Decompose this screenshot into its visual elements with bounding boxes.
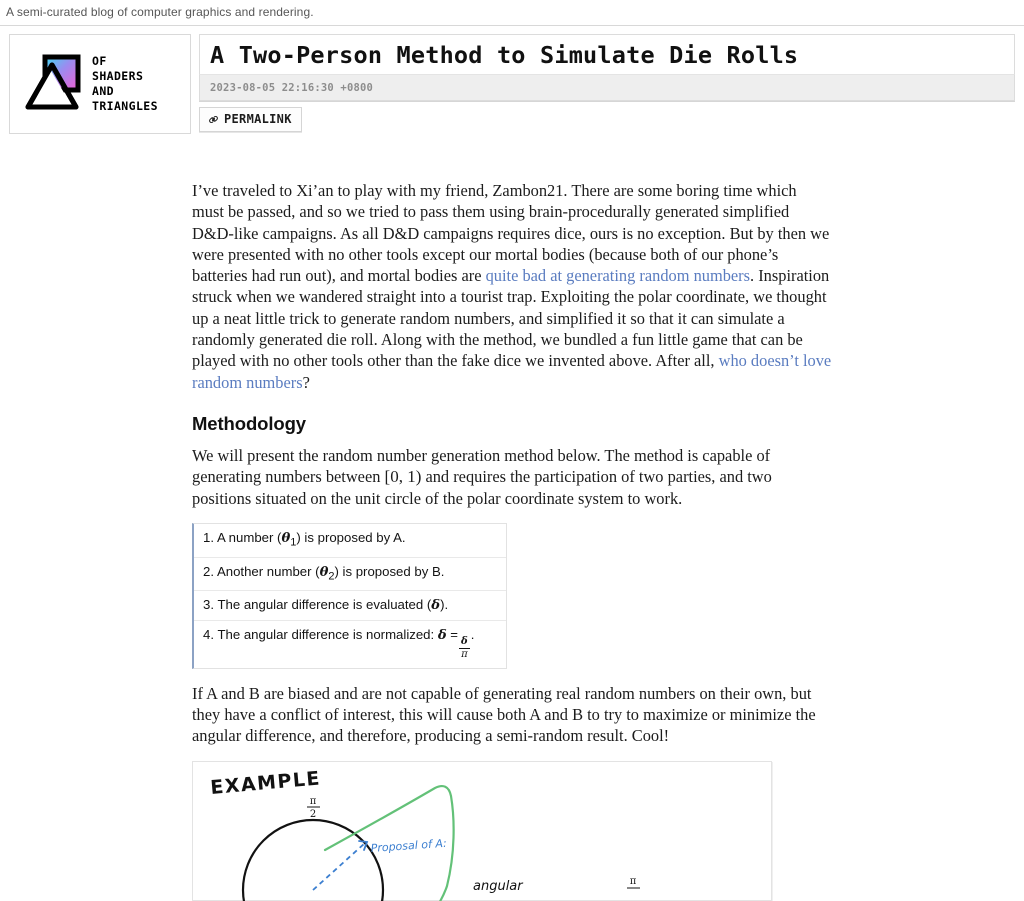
step-text-b: ) is proposed by A. (296, 529, 406, 545)
step-text-c: . (470, 627, 475, 643)
shaders-triangles-logo-icon (24, 53, 82, 115)
figure-title-text: EXAMPLE (209, 766, 322, 799)
post-header-block (199, 34, 1015, 132)
list-item (194, 621, 506, 668)
step-number: 2. (203, 563, 214, 579)
step-symbol: δ (437, 628, 447, 644)
fraction-numerator: δ (461, 635, 468, 647)
step-symbol: θ (281, 530, 291, 546)
post-title-box (199, 34, 1015, 74)
logo-word-2: AND (92, 84, 114, 98)
fraction-delta-over-pi (459, 637, 470, 660)
figure-label-angular: angular (473, 878, 523, 894)
post-date-bar (199, 74, 1015, 101)
fraction-denominator: π (461, 648, 468, 660)
intro-paragraph (192, 180, 832, 393)
site-tagline: A semi-curated blog of computer graphics and rendering. (6, 5, 314, 19)
page-title: A Two-Person Method to Simulate Die Rolls (210, 41, 799, 69)
methodology-paragraph (192, 445, 832, 509)
site-logo-wordmark (92, 54, 158, 114)
logo-word-1: SHADERS (92, 69, 144, 83)
step-text-a: The angular difference is evaluated ( (217, 597, 432, 613)
math-interval: [0, 1) (384, 467, 422, 487)
example-diagram-figure (192, 761, 772, 901)
step-text-b: ). (440, 597, 449, 613)
figure-label-pi-over-2 (307, 796, 320, 820)
svg-text:2: 2 (309, 808, 317, 820)
link-who-doesnt-love[interactable]: who doesn’t love random numbers (192, 351, 832, 392)
svg-text:Proposal of A:: Proposal of A: (370, 836, 448, 855)
site-logo-link[interactable] (9, 34, 191, 134)
permalink-label: PERMALINK (224, 112, 292, 126)
permalink-row (199, 107, 1015, 132)
article-body (192, 134, 832, 901)
step-number: 4. (203, 627, 214, 643)
list-item (194, 524, 506, 558)
step-text-a: Another number ( (216, 563, 320, 579)
conflict-paragraph: If A and B are biased and are not capable of generating real random numbers on their own, but they have a conflict of interest, this will cause both A and B to try to maximize or minimize the angular difference, and therefore, producing a semi-random result. Cool! (192, 683, 816, 746)
list-item (194, 591, 506, 621)
site-header (0, 26, 1024, 134)
site-tagline-bar (0, 0, 1024, 26)
step-subscript: 2 (328, 570, 335, 583)
intro-text-2: . Inspiration struck when we wandered straight into a tourist trap. Exploiting the polar coordinate, we thought up a neat little trick to generate random numbers, and simplified it so that it can simulate a randomly generated die roll. Along with the method, we bundled a fun little game that can be played with no other tools other than the fake dice we invented above. After all, (192, 266, 830, 371)
method-steps-list (192, 523, 507, 669)
step-symbol: δ (431, 598, 441, 614)
methodology-text-a: We will present the random number generation method below. The method is capable of generating numbers between (192, 445, 771, 487)
step-number: 3. (203, 597, 214, 613)
link-icon (208, 114, 219, 125)
step-text-a: The angular difference is normalized: (217, 627, 438, 643)
intro-text-3: ? (302, 372, 310, 392)
step-number: 1. (203, 529, 214, 545)
logo-word-3: TRIANGLES (92, 99, 158, 113)
step-subscript: 1 (290, 536, 297, 549)
step-text-b: = (446, 627, 459, 643)
figure-label-pi (627, 876, 640, 888)
svg-text:π: π (309, 795, 317, 807)
post-timestamp: 2023-08-05 22:16:30 +0800 (210, 82, 374, 94)
heading-methodology: Methodology (192, 412, 306, 434)
methodology-text-b: and requires the participation of two parties, and two positions situated on the unit circle of the polar coordinate system to work. (192, 467, 772, 508)
svg-text:π: π (629, 875, 637, 887)
logo-word-0: OF (92, 54, 107, 68)
permalink-button[interactable] (199, 107, 302, 132)
step-symbol: θ (319, 564, 329, 580)
step-text-b: ) is proposed by B. (334, 563, 445, 579)
intro-text-1: I’ve traveled to Xi’an to play with my friend, Zambon21. There are some boring time which must be passed, and so we tried to pass them using brain-procedurally generated simplified D&D-like campaigns. As all D&D campaigns requires dice, ours is no exception. But by then we were presented with no other tools except our mortal bodies (because both of our phone’s batteries had run out), and mortal bodies are (192, 181, 830, 286)
step-text-a: A number ( (216, 529, 282, 545)
example-diagram-svg (193, 762, 771, 900)
list-item (194, 558, 506, 592)
link-random-numbers[interactable]: quite bad at generating random numbers (485, 266, 751, 286)
